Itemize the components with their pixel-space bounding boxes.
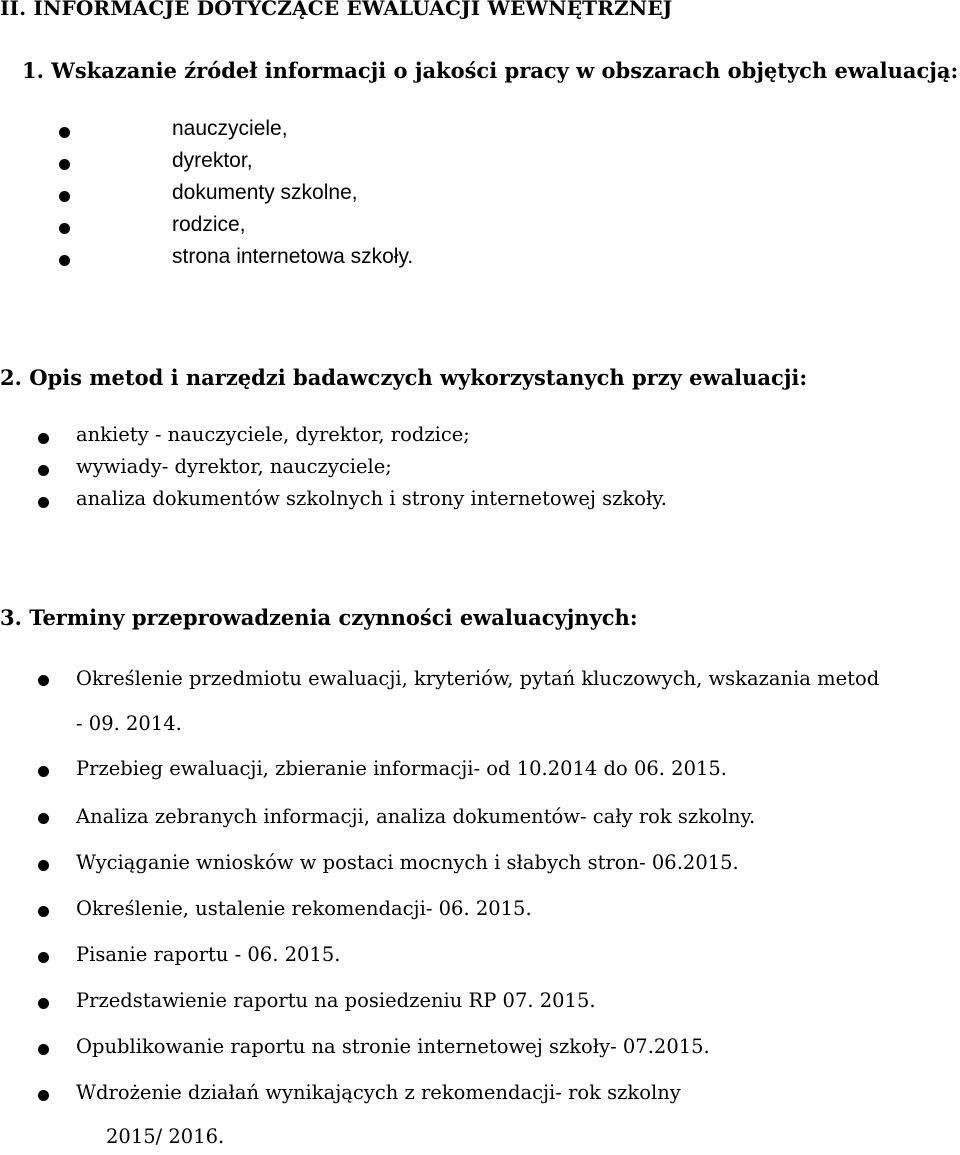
list-item: rodzice, bbox=[172, 213, 246, 236]
bullet-icon bbox=[38, 675, 49, 686]
bullet-icon bbox=[38, 952, 49, 963]
section1-heading: 1. Wskazanie źródeł informacji o jakości pracy w obszarach objętych ewaluacją: bbox=[22, 58, 959, 83]
list-item: Przebieg ewaluacji, zbieranie informacji- od 10.2014 do 06. 2015. bbox=[76, 757, 727, 780]
list-item: strona internetowa szkoły. bbox=[172, 245, 414, 268]
list-item: Określenie, ustalenie rekomendacji- 06. 2015. bbox=[76, 897, 532, 920]
list-item: Wdrożenie działań wynikających z rekomendacji- rok szkolny bbox=[76, 1081, 681, 1104]
bullet-icon bbox=[59, 159, 70, 170]
list-item: Wyciąganie wniosków w postaci mocnych i słabych stron- 06.2015. bbox=[76, 851, 739, 874]
bullet-icon bbox=[59, 191, 70, 202]
bullet-icon bbox=[38, 433, 49, 444]
list-item: Analiza zebranych informacji, analiza dokumentów- cały rok szkolny. bbox=[76, 805, 756, 828]
bullet-icon bbox=[59, 223, 70, 234]
section2-heading: 2. Opis metod i narzędzi badawczych wykorzystanych przy ewaluacji: bbox=[0, 365, 808, 390]
bullet-icon bbox=[38, 906, 49, 917]
bullet-icon bbox=[38, 497, 49, 508]
list-item: ankiety - nauczyciele, dyrektor, rodzice; bbox=[76, 423, 470, 446]
bullet-icon bbox=[38, 860, 49, 871]
bullet-icon bbox=[59, 127, 70, 138]
list-item: nauczyciele, bbox=[172, 117, 288, 140]
bullet-icon bbox=[38, 813, 49, 824]
bullet-icon bbox=[38, 766, 49, 777]
bullet-icon bbox=[59, 255, 70, 266]
bullet-icon bbox=[38, 1044, 49, 1055]
list-item: wywiady- dyrektor, nauczyciele; bbox=[76, 455, 392, 478]
list-item: Określenie przedmiotu ewaluacji, kryteriów, pytań kluczowych, wskazania metod bbox=[76, 667, 880, 690]
list-item: Pisanie raportu - 06. 2015. bbox=[76, 943, 341, 966]
list-item: dyrektor, bbox=[172, 149, 253, 172]
list-item: dokumenty szkolne, bbox=[172, 181, 358, 204]
list-item: Opublikowanie raportu na stronie internetowej szkoły- 07.2015. bbox=[76, 1035, 710, 1058]
bullet-icon bbox=[38, 998, 49, 1009]
bullet-icon bbox=[38, 465, 49, 476]
list-item-continuation: 2015/ 2016. bbox=[106, 1125, 225, 1148]
bullet-icon bbox=[38, 1090, 49, 1101]
list-item: Przedstawienie raportu na posiedzeniu RP 07. 2015. bbox=[76, 989, 596, 1012]
list-item-continuation: - 09. 2014. bbox=[76, 712, 182, 735]
section3-heading: 3. Terminy przeprowadzenia czynności ewaluacyjnych: bbox=[0, 605, 638, 630]
list-item: analiza dokumentów szkolnych i strony internetowej szkoły. bbox=[76, 487, 667, 510]
main-heading: II. INFORMACJE DOTYCZĄCE EWALUACJI WEWNĘTRZNEJ bbox=[0, 0, 673, 20]
